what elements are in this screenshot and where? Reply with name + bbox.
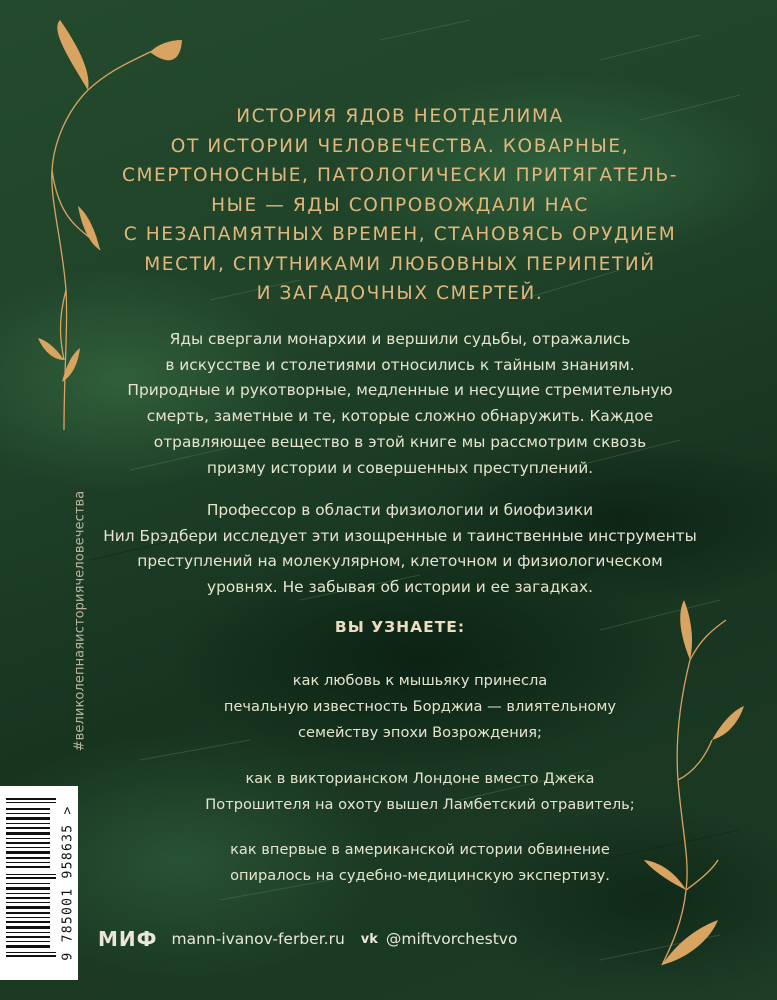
paragraph-line: Природные и рукотворные, медленные и несущие стремительную (127, 381, 673, 400)
paragraph-line: уровнях. Не забывая об истории и ее загадках. (207, 578, 593, 597)
lead-line: И ЗАГАДОЧНЫХ СМЕРТЕЙ. (256, 283, 544, 304)
paragraph-line: преступлений на молекулярном, клеточном и физиологическом (137, 552, 663, 571)
paragraph-line: смерть, заметные и те, которые сложно обнаружить. Каждое (146, 407, 654, 426)
paragraph-line: Профессор в области физиологии и биофизики (206, 501, 594, 519)
lead-line: ОТ ИСТОРИИ ЧЕЛОВЕЧЕСТВА. КОВАРНЫЕ, (170, 135, 630, 157)
lead-text (100, 102, 700, 309)
isbn-barcode (0, 786, 78, 980)
learn-item-line: семейству эпохи Возрождения; (298, 723, 542, 741)
learn-item-line: как в викторианском Лондоне вместо Джека (245, 770, 595, 787)
paragraph-line: Яды свергали монархии и вершили судьбы, отражались (169, 330, 631, 348)
learn-item (150, 668, 690, 745)
learn-heading: ВЫ УЗНАЕТЕ: (334, 618, 466, 636)
hashtag-text: #великолепнаяисториячеловечества (72, 490, 88, 752)
publisher-logo: МИФ (98, 927, 158, 951)
paragraph-line: призму истории и совершенных преступлений. (206, 458, 594, 477)
lead-line: С НЕЗАПАМЯТНЫХ ВРЕМЕН, СТАНОВЯСЬ ОРУДИЕМ (123, 224, 677, 245)
learn-item-line: опиралось на судебно-медицинскую экспертизу. (230, 866, 610, 884)
social-handle-link[interactable]: @miftvorchestvo (385, 930, 518, 948)
lead-line: НЫЕ — ЯДЫ СОПРОВОЖДАЛИ НАС (211, 194, 589, 216)
learn-item (150, 766, 690, 818)
description-paragraph-1 (90, 327, 710, 481)
lead-line: МЕСТИ, СПУТНИКАМИ ЛЮБОВНЫХ ПЕРИПЕТИЙ (144, 253, 656, 275)
lead-line: СМЕРТОНОСНЫЕ, ПАТОЛОГИЧЕСКИ ПРИТЯГАТЕЛЬ- (121, 165, 679, 186)
learn-item-line: как впервые в американской истории обвинение (230, 841, 610, 858)
learn-item-line: печальную известность Борджиа — влиятельному (223, 697, 617, 715)
barcode-number: 9 785001 958635 > (60, 805, 76, 961)
learn-item (150, 837, 690, 889)
publisher-footer (98, 928, 517, 950)
paragraph-line: отравляющее вещество в этой книге мы рассмотрим сквозь (153, 432, 647, 451)
paragraph-line: Нил Брэдбери исследует эти изощренные и таинственные инструменты (103, 526, 697, 545)
author-paragraph (90, 498, 710, 601)
vk-icon: vk (360, 931, 378, 947)
hashtag-vertical (72, 466, 88, 776)
learn-item-line: как любовь к мышьяку принесла (292, 672, 548, 689)
learn-item-line: Потрошителя на охоту вышел Ламбетский отравитель; (205, 795, 635, 813)
publisher-website-link[interactable]: mann-ivanov-ferber.ru (171, 930, 345, 948)
lead-line: ИСТОРИЯ ЯДОВ НЕОТДЕЛИМА (236, 106, 564, 127)
paragraph-line: в искусстве и столетиями относились к тайным знаниям. (165, 355, 635, 374)
